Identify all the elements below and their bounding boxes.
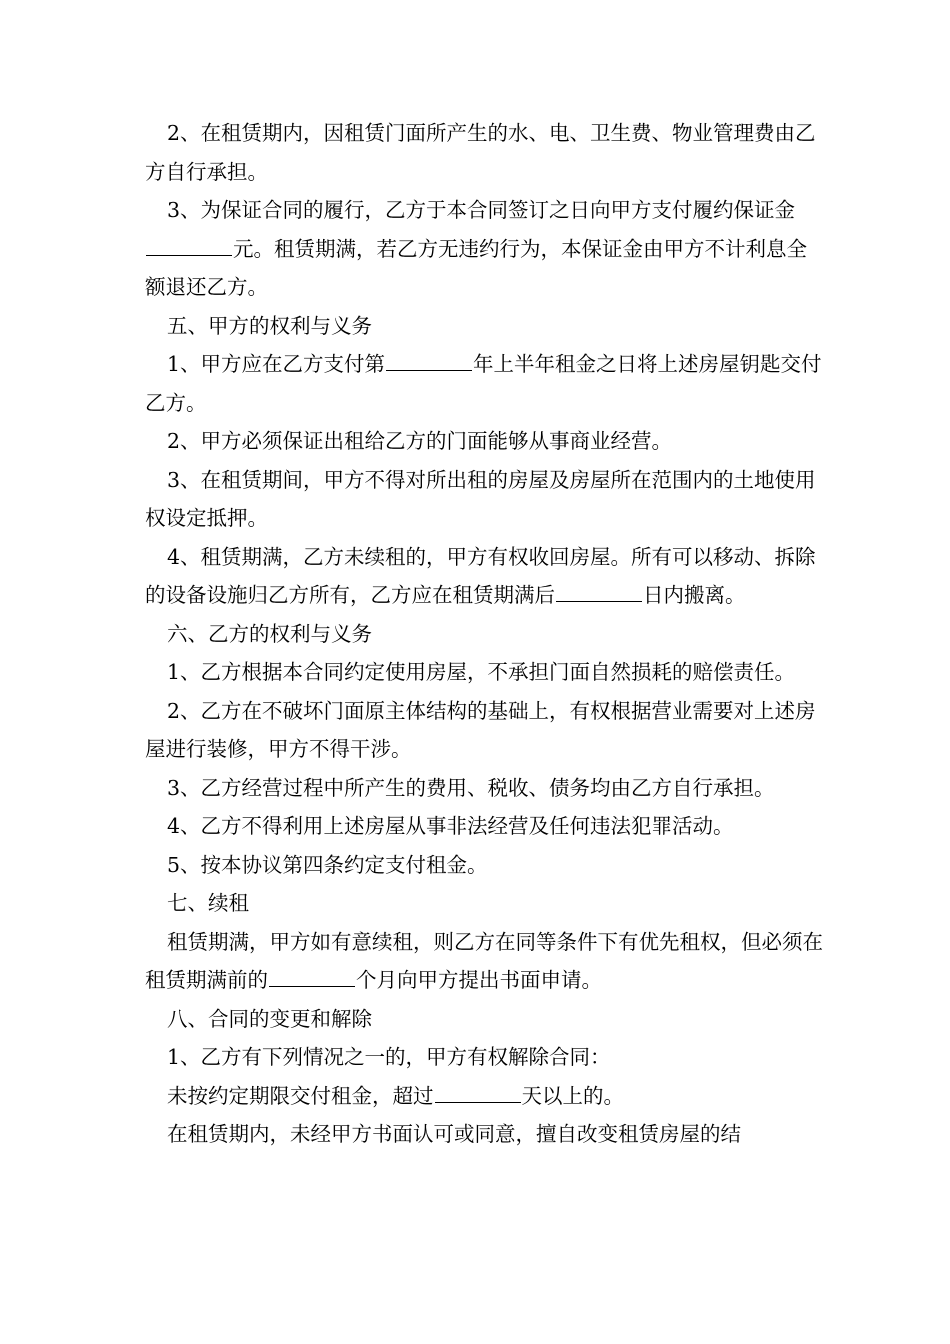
- paragraph-5-2: 2、甲方必须保证出租给乙方的门面能够从事商业经营。: [167, 429, 673, 453]
- section-heading-6: 六、乙方的权利与义务: [167, 621, 372, 646]
- paragraph-6-5: 5、按本协议第四条约定支付租金。: [167, 852, 488, 877]
- fill-blank-overdue-days: [435, 1086, 521, 1103]
- paragraph-7-renewal: 租赁期满，甲方如有意续租，则乙方在同等条件下有优先租权，但必须在租赁期满前的 个月向甲方提出书面申请。: [145, 929, 823, 992]
- paragraph-5-3: 3、在租赁期间，甲方不得对所出租的房屋及房屋所在范围内的土地使用权设定抵押。: [145, 467, 816, 530]
- paragraph-6-3: 3、乙方经营过程中所产生的费用、税收、债务均由乙方自行承担。: [167, 775, 775, 800]
- section-heading-8: 八、合同的变更和解除: [167, 1006, 372, 1031]
- fill-blank-days-to-move: [556, 585, 642, 602]
- paragraph-2-utilities: 2、在租赁期内，因租赁门面所产生的水、电、卫生费、物业管理费由乙方自行承担。: [145, 121, 816, 184]
- paragraph-8-1-b: 在租赁期内，未经甲方书面认可或同意，擅自改变租赁房屋的结: [167, 1122, 741, 1146]
- paragraph-8-1: 1、乙方有下列情况之一的，甲方有权解除合同：: [167, 1045, 611, 1069]
- paragraph-3-deposit: 3、为保证合同的履行，乙方于本合同签订之日向甲方支付履约保证金元。租赁期满，若乙方无违约行为，本保证金由甲方不计利息全额退还乙方。: [145, 198, 807, 299]
- paragraph-5-4: 4、租赁期满，乙方未续租的，甲方有权收回房屋。所有可以移动、拆除的设备设施归乙方所有，乙方应在租赁期满后 日内搬离。: [145, 544, 816, 607]
- fill-blank-year: [386, 354, 472, 371]
- section-heading-7: 七、续租: [167, 891, 249, 915]
- paragraph-6-4: 4、乙方不得利用上述房屋从事非法经营及任何违法犯罪活动。: [167, 814, 734, 838]
- section-heading-5: 五、甲方的权利与义务: [167, 313, 372, 338]
- paragraph-6-2: 2、乙方在不破坏门面原主体结构的基础上，有权根据营业需要对上述房屋进行装修，甲方不得干涉。: [145, 698, 816, 761]
- paragraph-8-1-a: 未按约定期限交付租金，超过 天以上的。: [167, 1083, 624, 1108]
- paragraph-5-1: 1、甲方应在乙方支付第 年上半年租金之日将上述房屋钥匙交付乙方。: [145, 352, 822, 415]
- document-page: [145, 114, 825, 1154]
- fill-blank-months: [269, 970, 355, 987]
- fill-blank-deposit-amount: [146, 239, 232, 256]
- paragraph-6-1: 1、乙方根据本合同约定使用房屋，不承担门面自然损耗的赔偿责任。: [167, 660, 796, 684]
